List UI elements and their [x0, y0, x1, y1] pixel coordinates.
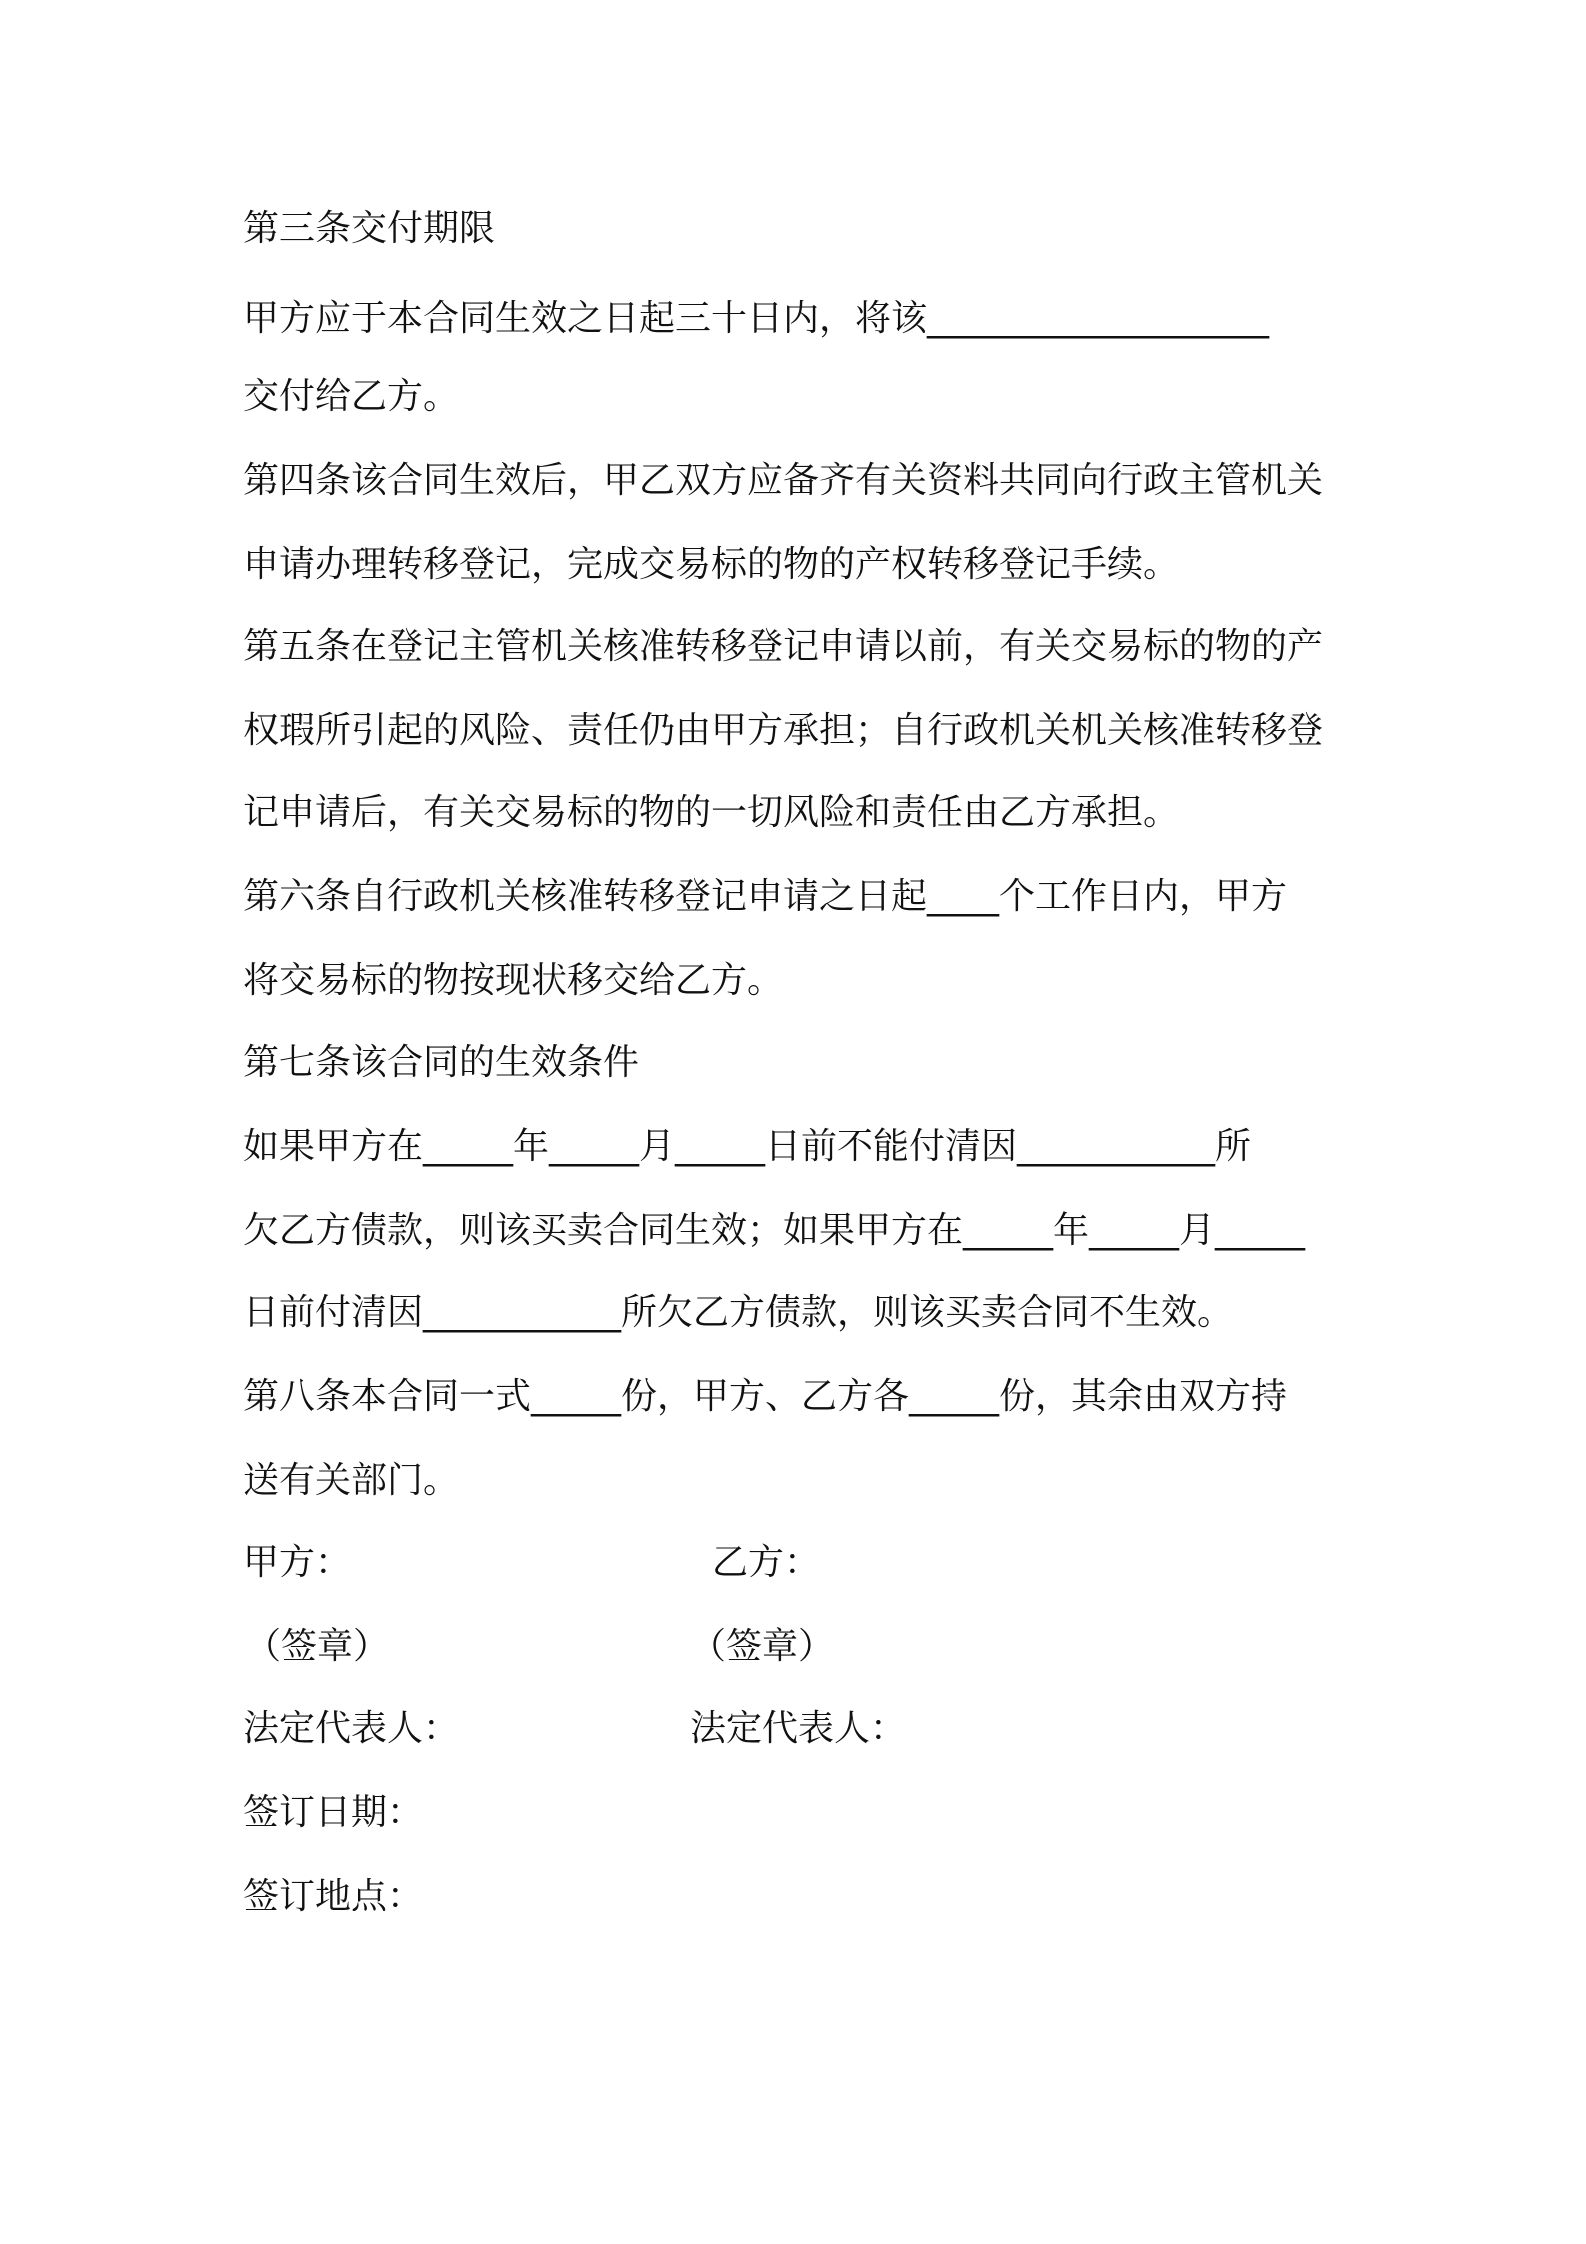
article-6-line-1: 第六条自行政机关核准转移登记申请之日起____个工作日内，甲方	[243, 876, 1288, 917]
party-b-representative: 法定代表人：	[690, 1708, 907, 1749]
article-7-line-1: 如果甲方在_____年_____月_____日前不能付清因___________所	[243, 1126, 1252, 1167]
party-a-representative: 法定代表人：	[243, 1708, 460, 1749]
signing-place: 签订地点：	[243, 1876, 424, 1917]
article-4-line-1: 第四条该合同生效后，甲乙双方应备齐有关资料共同向行政主管机关	[243, 460, 1324, 501]
party-a-label: 甲方：	[243, 1542, 352, 1583]
article-6-line-2: 将交易标的物按现状移交给乙方。	[243, 960, 784, 1001]
party-b-label: 乙方：	[712, 1542, 821, 1583]
article-5-line-2: 权瑕所引起的风险、责任仍由甲方承担；自行政机关机关核准转移登	[243, 710, 1324, 751]
article-4-line-2: 申请办理转移登记，完成交易标的物的产权转移登记手续。	[243, 544, 1180, 585]
party-a-seal: （签章）	[245, 1626, 390, 1667]
article-3-text-line-1: 甲方应于本合同生效之日起三十日内，将该___________________	[243, 298, 1270, 339]
article-3-text-line-2: 交付给乙方。	[243, 376, 460, 417]
article-8-line-1: 第八条本合同一式_____份，甲方、乙方各_____份，其余由双方持	[243, 1376, 1288, 1417]
article-7-line-2: 欠乙方债款，则该买卖合同生效；如果甲方在_____年_____月_____	[243, 1210, 1306, 1251]
party-b-seal: （签章）	[690, 1626, 835, 1667]
article-7-heading: 第七条该合同的生效条件	[243, 1042, 640, 1083]
signing-date: 签订日期：	[243, 1792, 424, 1833]
article-5-line-1: 第五条在登记主管机关核准转移登记申请以前，有关交易标的物的产	[243, 626, 1324, 667]
article-5-line-3: 记申请后，有关交易标的物的一切风险和责任由乙方承担。	[243, 792, 1180, 833]
article-8-line-2: 送有关部门。	[243, 1460, 460, 1501]
article-7-line-3: 日前付清因___________所欠乙方债款，则该买卖合同不生效。	[243, 1292, 1234, 1333]
article-3-heading: 第三条交付期限	[243, 208, 496, 249]
